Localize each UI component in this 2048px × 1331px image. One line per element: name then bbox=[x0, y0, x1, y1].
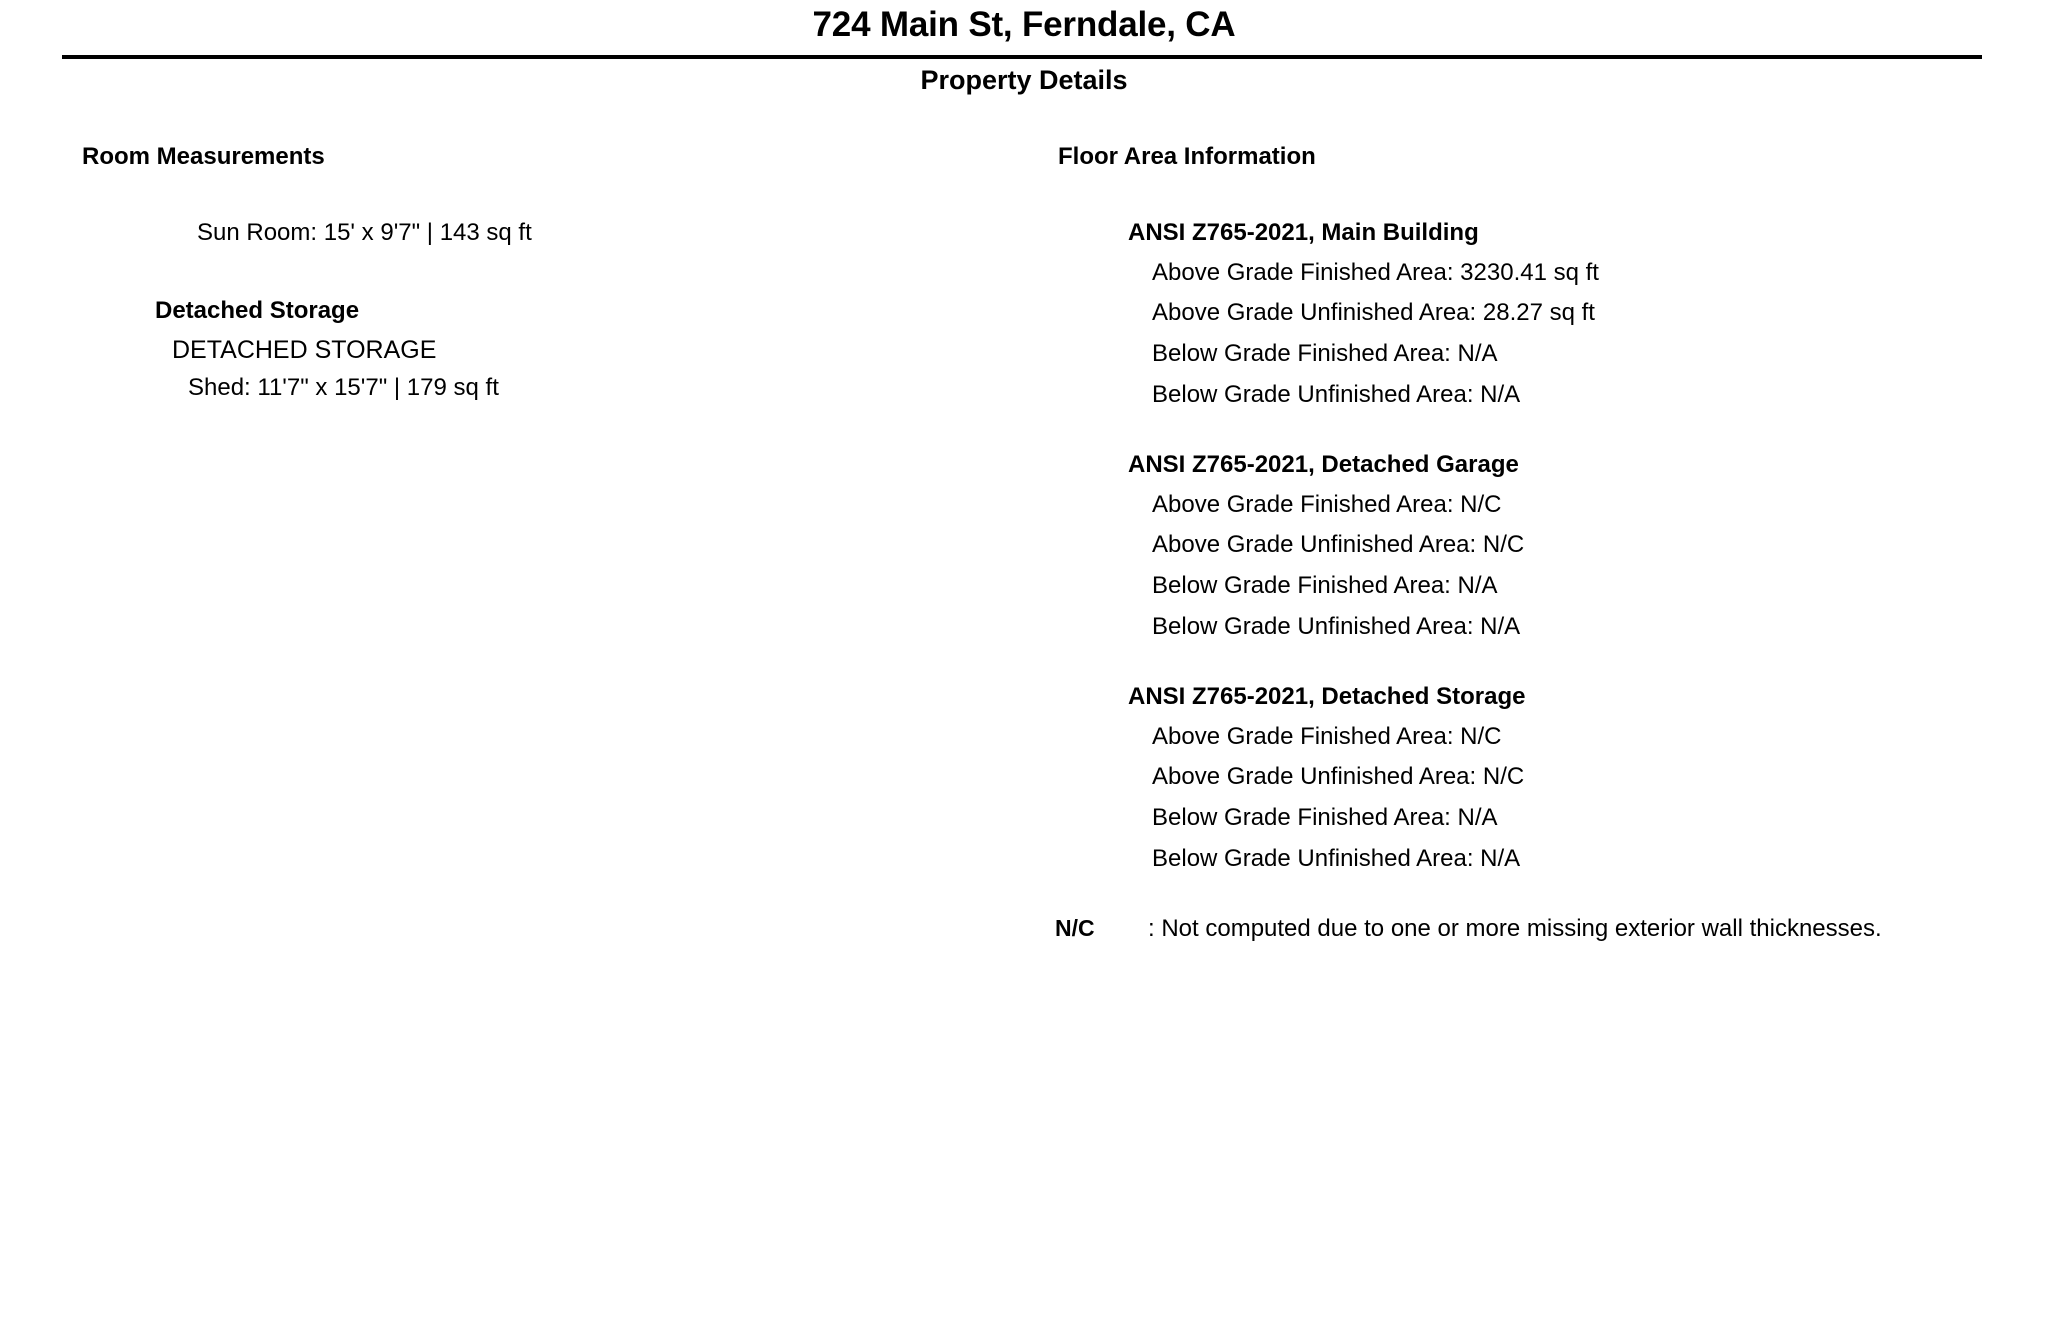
ansi-area-line: Below Grade Finished Area: N/A bbox=[1152, 340, 1498, 368]
floor-area-information-heading: Floor Area Information bbox=[1058, 143, 1316, 170]
ansi-area-line: Above Grade Finished Area: N/C bbox=[1152, 722, 1502, 750]
ansi-area-line: Above Grade Unfinished Area: N/C bbox=[1152, 763, 1525, 791]
ansi-section-main-building bbox=[1058, 219, 1998, 410]
ansi-area-line: Above Grade Unfinished Area: N/C bbox=[1152, 531, 1525, 559]
ansi-area-line: Below Grade Unfinished Area: N/A bbox=[1152, 612, 1521, 640]
detached-storage-group bbox=[82, 297, 962, 404]
room-measurement-line: Sun Room: 15' x 9'7" | 143 sq ft bbox=[197, 218, 532, 246]
room-measurements-column bbox=[82, 143, 962, 403]
page-subtitle: Property Details bbox=[920, 65, 1128, 95]
ansi-area-line: Above Grade Unfinished Area: 28.27 sq ft bbox=[1152, 299, 1595, 327]
ansi-area-line: Above Grade Finished Area: N/C bbox=[1152, 490, 1502, 518]
title-divider bbox=[62, 55, 1982, 59]
room-measurements-heading: Room Measurements bbox=[82, 143, 325, 170]
ansi-area-line: Below Grade Unfinished Area: N/A bbox=[1152, 844, 1521, 872]
ansi-area-line: Below Grade Finished Area: N/A bbox=[1152, 804, 1498, 832]
detached-storage-group-subtitle: DETACHED STORAGE bbox=[172, 336, 437, 365]
ansi-area-line: Below Grade Finished Area: N/A bbox=[1152, 572, 1498, 600]
footnote-label: N/C bbox=[1055, 914, 1095, 941]
ansi-area-line: Below Grade Unfinished Area: N/A bbox=[1152, 380, 1521, 408]
ansi-area-line: Above Grade Finished Area: 3230.41 sq ft bbox=[1152, 258, 1599, 286]
ansi-section-title: ANSI Z765-2021, Detached Garage bbox=[1128, 450, 1519, 478]
ansi-section-detached-storage bbox=[1058, 683, 1998, 874]
floor-area-information-column bbox=[1055, 143, 1998, 943]
footnote-text: : Not computed due to one or more missing exterior wall thicknesses. bbox=[1148, 914, 1882, 942]
ansi-section-title: ANSI Z765-2021, Detached Storage bbox=[1128, 682, 1526, 710]
detached-storage-group-title: Detached Storage bbox=[155, 296, 360, 324]
ansi-section-detached-garage bbox=[1058, 451, 1998, 642]
footnote bbox=[1055, 915, 1998, 943]
ansi-section-title: ANSI Z765-2021, Main Building bbox=[1128, 218, 1479, 246]
room-measurement-line: Shed: 11'7" x 15'7" | 179 sq ft bbox=[188, 374, 499, 402]
page-title: 724 Main St, Ferndale, CA bbox=[812, 5, 1236, 44]
